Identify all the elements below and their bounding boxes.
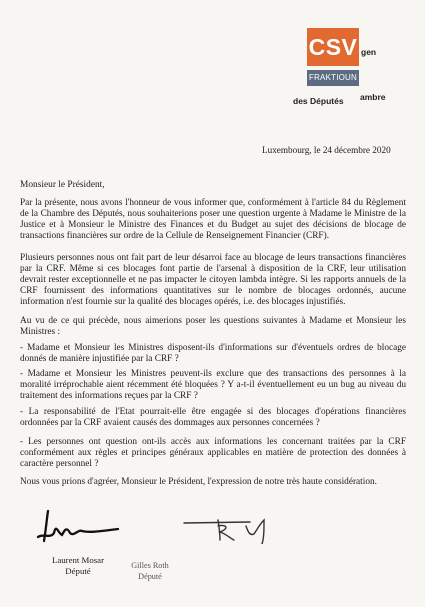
paragraph-context: Plusieurs personnes nous ont fait part de leur désarroi face au blocage de leurs transactions financières par la CRF. Même si ces blocages font partie de l'arsenal à disposition de la CRF, leur utilisation devrait rester exceptionnelle et ne pas impacter le citoyen lambda intègre. Si les rapports annuels de la CRF fournissent des informations quantitatives sur le nombre de blocages ordonnés, aucune information n'est fournie sur la qualité des blocages opérés, i.e. des blocages injustifiés. [20, 253, 406, 308]
header-fragment-3: des Députés [293, 96, 344, 106]
header-fragment-1: gen [361, 47, 377, 57]
signature-roth [180, 514, 300, 544]
signatory-1-name: Laurent Mosar [51, 555, 105, 565]
signatory-2-title: Député [138, 572, 162, 581]
signature-mosar [30, 503, 130, 555]
question-1: - Madame et Monsieur les Ministres disposent-ils d'informations sur d'éventuels ordres de blocage donnés de manière injustifiée par la CRF ? [20, 343, 406, 365]
signatory-1 [38, 555, 118, 577]
signatory-2-name: Gilles Roth [131, 561, 169, 570]
logo-subtext: FRAKTIOUN [308, 73, 358, 82]
question-4: - Les personnes ont question ont-ils accès aux informations les concernant traitées par la CRF conformément aux règles et principes généraux applicables en matière de protection des données à caractère personnel ? [20, 437, 406, 470]
signatory-1-title: Député [65, 566, 91, 576]
paragraph-intro: Par la présente, nous avons l'honneur de vous informer que, conformément à l'article 84 du Règlement de la Chambre des Députés, nous souhaiterions poser une question urgente à Madame le Ministre de la Justice et à Monsieur le Ministre des Finances et du Budget au sujet des décisions de blocage de transactions financières sur ordre de la Cellule de Renseignement Financier (CRF). [20, 198, 406, 242]
question-3: - La responsabilité de l'Etat pourrait-elle être engagée si des blocages d'opérations financières ordonnées par la CRF avaient causés des dommages aux personnes concernées ? [20, 407, 406, 429]
question-2: - Madame et Monsieur les Ministres peuvent-ils exclure que des transactions des personnes à la moralité irréprochable aient récemment été bloquées ? Y a-t-il éventuellement eu un bug au niveau du traitement des informations reçues par la CRF ? [20, 369, 406, 402]
logo-text: CSV [308, 34, 358, 60]
logo-orange-block [307, 28, 359, 66]
header-fragment-2: ambre [360, 92, 386, 102]
salutation: Monsieur le Président, [20, 180, 105, 190]
date-line: Luxembourg, le 24 décembre 2020 [262, 145, 391, 155]
signatory-2 [118, 560, 182, 582]
csv-logo [307, 28, 359, 86]
logo-blue-block [307, 70, 359, 86]
closing-formula: Nous vous prions d'agréer, Monsieur le Président, l'expression de notre très haute considération. [20, 477, 377, 487]
paragraph-questions-intro: Au vu de ce qui précède, nous aimerions poser les questions suivantes à Madame et Monsieur les Ministres : [20, 316, 406, 338]
